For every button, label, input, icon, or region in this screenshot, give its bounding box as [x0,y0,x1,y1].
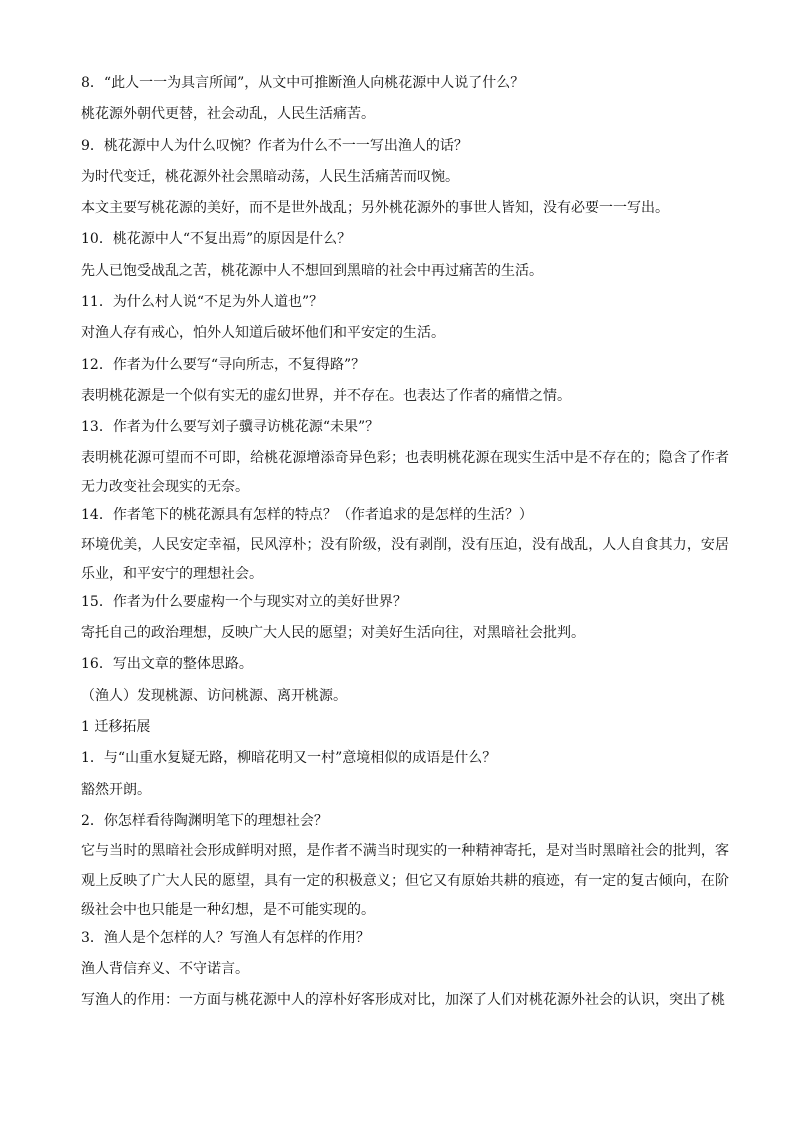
document-content [81,73,729,1010]
answer-9-part1: 为时代变迁，桃花源外社会黑暗动荡，人民生活痛苦而叹惋。 [81,168,459,185]
extension-answer-1: 豁然开朗。 [81,781,151,798]
extension-answer-3-part2: 写渔人的作用：一方面与桃花源中人的淳朴好客形成对比，加深了人们对桃花源外社会的认识，突出了桃 [81,992,725,1009]
answer-14: 环境优美，人民安定幸福，民风淳朴；没有阶级，没有剥削，没有压迫，没有战乱，人人自食其力，安居乐业，和平安宁的理想社会。 [81,536,729,583]
extension-question-2: 2．你怎样看待陶渊明笔下的理想社会？ [81,812,328,829]
answer-9-part2: 本文主要写桃花源的美好，而不是世外战乱；另外桃花源外的事世人皆知，没有必要一一写出。 [81,200,669,217]
answer-10: 先人已饱受战乱之苦，桃花源中人不想回到黑暗的社会中再过痛苦的生活。 [81,262,543,279]
answer-15: 寄托自己的政治理想，反映广大人民的愿望；对美好生活向往，对黑暗社会批判。 [81,625,585,642]
question-8: 8．“此人一一为具言所闻”，从文中可推断渔人向桃花源中人说了什么？ [81,75,525,91]
extension-answer-2: 它与当时的黑暗社会形成鲜明对照，是作者不满当时现实的一种精神寄托，是对当时黑暗社会的批判，客观上反映了广大人民的愿望，具有一定的积极意义；但它又有原始共耕的痕迹，有一定的复古倾向，在阶级社会中也只能是一种幻想，是不可能实现的。 [81,843,729,919]
answer-11: 对渔人存有戒心，怕外人知道后破坏他们和平安定的生活。 [81,325,445,342]
question-11: 11．为什么村人说“不足为外人道也”？ [81,294,324,311]
question-10: 10．桃花源中人“不复出焉”的原因是什么？ [81,231,352,248]
extension-question-1: 1．与“山重水复疑无路，柳暗花明又一村”意境相似的成语是什么？ [81,750,497,767]
answer-16: （渔人）发现桃源、访问桃源、离开桃源。 [81,687,347,704]
question-9: 9．桃花源中人为什么叹惋？作者为什么不一一写出渔人的话？ [81,137,468,154]
answer-8: 桃花源外朝代更替，社会动乱，人民生活痛苦。 [81,106,375,123]
question-12: 12．作者为什么要写“寻向所志，不复得路”？ [81,356,366,373]
question-13: 13．作者为什么要写刘子骥寻访桃花源“未果”？ [81,419,380,436]
answer-12: 表明桃花源是一个似有实无的虚幻世界，并不存在。也表达了作者的痛惜之情。 [81,387,571,404]
extension-question-3: 3．渔人是个怎样的人？写渔人有怎样的作用？ [81,929,370,946]
question-16: 16．写出文章的整体思路。 [81,656,253,673]
extension-answer-3-part1: 渔人背信弃义、不守诺言。 [81,961,249,978]
question-15: 15．作者为什么要虚构一个与现实对立的美好世界？ [81,593,407,610]
question-14: 14．作者笔下的桃花源具有怎样的特点？（作者追求的是怎样的生活？） [81,506,533,523]
section-heading: 1 迁移拓展 [81,719,151,736]
answer-13: 表明桃花源可望而不可即，给桃花源增添奇异色彩；也表明桃花源在现实生活中是不存在的；隐含了作者无力改变社会现实的无奈。 [81,449,729,496]
